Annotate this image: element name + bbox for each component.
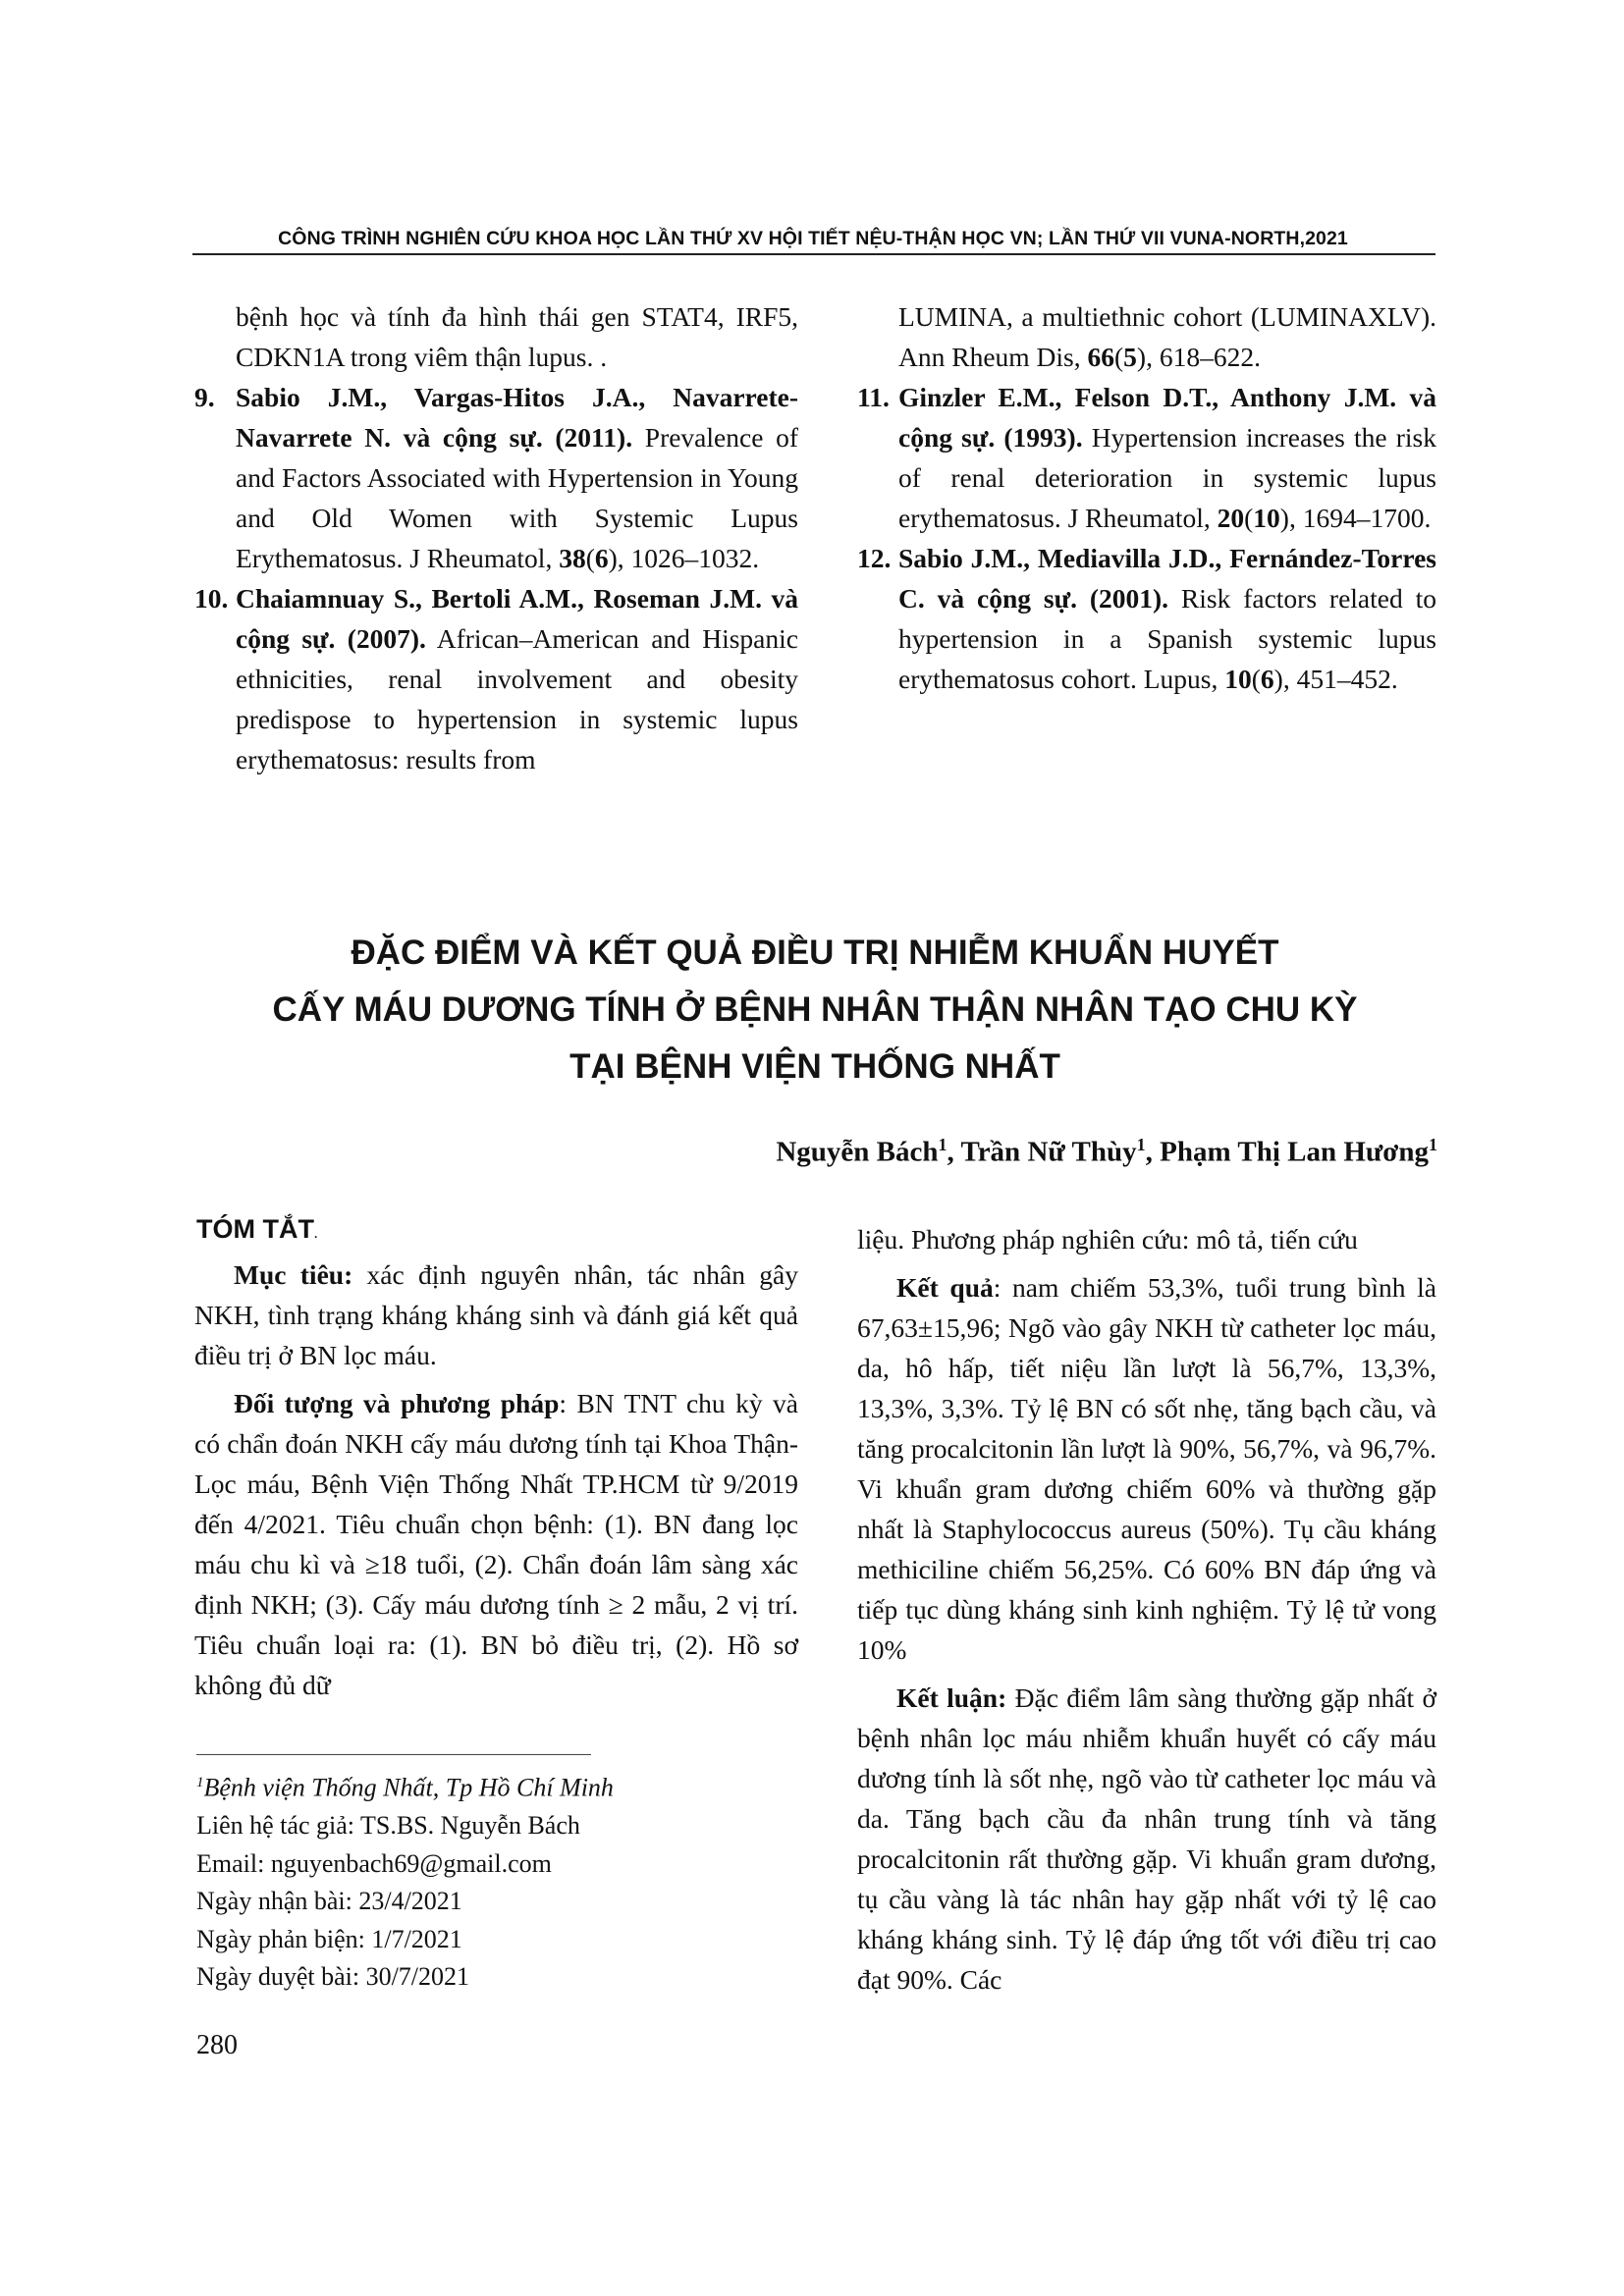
reference-item — [194, 578, 798, 779]
received-date: Ngày nhận bài: 23/4/2021 — [196, 1887, 462, 1916]
reference-authors: Chaiamnuay S., Bertoli A.M., Roseman J.M. và cộng sự. (2007). — [236, 583, 798, 654]
footnote-rule — [196, 1754, 591, 1755]
reviewed-date: Ngày phản biện: 1/7/2021 — [196, 1924, 462, 1953]
abstract-right-column — [857, 1219, 1436, 2000]
author-email: Email: nguyenbach69@gmail.com — [196, 1848, 552, 1878]
reference-number: 9. — [194, 382, 215, 412]
accepted-date: Ngày duyệt bài: 30/7/2021 — [196, 1962, 470, 1992]
author-list: Nguyễn Bách$^1$, Trần Nữ Thùy$^1$, Phạm Thị Lan Hương$^1$ — [776, 1135, 1437, 1168]
abstract-left-column — [194, 1255, 798, 1705]
abstract-label: Đối tượng và phương pháp — [234, 1388, 560, 1418]
abstract-label: Kết luận: — [896, 1682, 1007, 1713]
reference-item: 12. Sabio J.M., Mediavilla J.D., Fernández-Torres C. và cộng sự. (2001). Risk factors related to hypertension in a Spanish systemic lupus erythematosus cohort. Lupus, 10(6), 451–452. — [857, 538, 1436, 699]
abstract-objective: Mục tiêu: xác định nguyên nhân, tác nhân gây NKH, tình trạng kháng kháng sinh và đánh giá kết quả điều trị ở BN lọc máu. — [194, 1259, 798, 1370]
references-left-column — [194, 296, 798, 779]
article-title-line: CẤY MÁU DƯƠNG TÍNH Ở BỆNH NHÂN THẬN NHÂN TẠO CHU KỲ — [272, 990, 1358, 1029]
author-name: Trần Nữ Thùy — [960, 1136, 1137, 1168]
reference-authors: Ginzler E.M., Felson D.T., Anthony J.M. và cộng sự. (1993). — [898, 382, 1436, 453]
reference-volume: 20 — [1217, 503, 1245, 533]
running-header: CÔNG TRÌNH NGHIÊN CỨU KHOA HỌC LẦN THỨ XV HỘI TIẾT NỆU-THẬN HỌC VN; LẦN THỨ VII VUNA-NORTH,2021 — [278, 228, 1348, 249]
reference-issue: 10 — [1253, 503, 1280, 533]
reference-item: 9. Sabio J.M., Vargas-Hitos J.A., Navarrete-Navarrete N. và cộng sự. (2011). Prevalence of and Factors Associated with Hypertension in Young and Old Women with Systemic Lupus Erythematosus. J Rheumatol, 38(6), 1026–1032. — [194, 377, 798, 578]
abstract-label: Kết quả — [896, 1272, 994, 1303]
reference-volume: 66 — [1087, 342, 1114, 372]
article-title — [196, 925, 1434, 1095]
reference-number: 10. — [194, 583, 229, 614]
author-affiliation-mark: 1 — [938, 1135, 947, 1154]
reference-pages: ), 451–452. — [1273, 664, 1398, 694]
reference-volume: 38 — [559, 543, 586, 573]
author-name: Nguyễn Bách — [776, 1136, 939, 1168]
author-name: Phạm Thị Lan Hương — [1160, 1136, 1429, 1168]
author-affiliation-mark: 1 — [1429, 1135, 1437, 1154]
reference-pages: ), 1026–1032. — [608, 543, 760, 573]
corresponding-author: Liên hệ tác giả: TS.BS. Nguyễn Bách — [196, 1811, 580, 1841]
reference-issue: 5 — [1123, 342, 1137, 372]
reference-item: 11. Ginzler E.M., Felson D.T., Anthony J.M. và cộng sự. (1993). Hypertension increases the risk of renal deterioration in systemic lupus erythematosus. J Rheumatol, 20(10), 1694–1700. — [857, 377, 1436, 538]
references-right-column — [857, 296, 1436, 699]
reference-pages: ), 618–622. — [1136, 342, 1261, 372]
abstract-methods: Đối tượng và phương pháp: BN TNT chu kỳ và có chẩn đoán NKH cấy máu dương tính tại Khoa Thận-Lọc máu, Bệnh Viện Thống Nhất TP.HCM từ 9/2019 đến 4/2021. Tiêu chuẩn chọn bệnh: (1). BN đang lọc máu chu kì và ≥18 tuổi, (2). Chẩn đoán lâm sàng xác định NKH; (3). Cấy máu dương tính ≥ 2 mẫu, 2 vị trí. Tiêu chuẩn loại ra: (1). BN bỏ điều trị, (2). Hồ sơ không đủ dữ — [194, 1388, 798, 1700]
page-number: 280 — [196, 2030, 238, 2060]
abstract-methods-continuation: liệu. Phương pháp nghiên cứu: mô tả, tiến cứu — [857, 1224, 1358, 1255]
abstract-label: Mục tiêu: — [234, 1259, 353, 1290]
reference-number: 11. — [857, 382, 890, 412]
reference-authors: Sabio J.M., Vargas-Hitos J.A., Navarrete-Navarrete N. và cộng sự. (2011). — [236, 382, 798, 453]
reference-text: Risk factors related to hypertension in a Spanish systemic lupus erythematosus cohort. Lupus, — [898, 583, 1436, 694]
reference-issue: 6 — [594, 543, 609, 573]
article-title-line: ĐẶC ĐIỂM VÀ KẾT QUẢ ĐIỀU TRỊ NHIỄM KHUẨN HUYẾT — [351, 934, 1279, 972]
reference-continuation: LUMINA, a multiethnic cohort (LUMINAXLV). Ann Rheum Dis, 66(5), 618–622. — [898, 301, 1436, 372]
footnote-affiliation: $^1$Bệnh viện Thống Nhất, Tp Hồ Chí Minh — [196, 1773, 614, 1802]
abstract-results: Kết quả: nam chiếm 53,3%, tuổi trung bình là 67,63±15,96; Ngõ vào gây NKH từ catheter lọc máu, da, hô hấp, tiết niệu lần lượt là 56,7%, 13,3%, 13,3%, 3,3%. Tỷ lệ BN có sốt nhẹ, tăng bạch cầu, và tăng procalcitonin lần lượt là 90%, 56,7%, và 96,7%. Vi khuẩn gram dương chiếm 60% và thường gặp nhất là Staphylococcus aureus (50%). Tụ cầu kháng methiciline chiếm 56,25%. Có 60% BN đáp ứng và tiếp tục dùng kháng sinh kinh nghiệm. Tỷ lệ tử vong 10% — [857, 1272, 1436, 1665]
header-rule — [192, 253, 1435, 255]
reference-text: African–American and Hispanic ethnicities, renal involvement and obesity predispose to hypertension in systemic lupus erythematosus: results from — [236, 623, 798, 774]
footnote — [196, 1764, 614, 1997]
author-affiliation-mark: 1 — [1136, 1135, 1146, 1154]
reference-text: Prevalence of and Factors Associated with Hypertension in Young and Old Women with Systemic Lupus Erythematosus. J Rheumatol, — [236, 422, 799, 573]
reference-volume: 10 — [1224, 664, 1252, 694]
abstract-heading: TÓM TẮT. — [196, 1214, 318, 1244]
reference-authors: Sabio J.M., Mediavilla J.D., Fernández-Torres C. và cộng sự. (2001). — [898, 543, 1436, 614]
reference-text: bệnh học và tính đa hình thái gen STAT4, IRF5, CDKN1A trong viêm thận lupus. . — [236, 301, 798, 372]
abstract-conclusion: Kết luận: Đặc điểm lâm sàng thường gặp nhất ở bệnh nhân lọc máu nhiễm khuẩn huyết có cấy máu dương tính là sốt nhẹ, ngõ vào từ catheter lọc máu và da. Tăng bạch cầu đa nhân trung tính và tăng procalcitonin rất thường gặp. Vi khuẩn gram dương, tụ cầu vàng là tác nhân hay gặp nhất với tỷ lệ cao kháng kháng sinh. Tỷ lệ đáp ứng tốt với điều trị cao đạt 90%. Các — [857, 1682, 1437, 1995]
reference-text: LUMINA, a multiethnic cohort (LUMINAXLV). Ann Rheum Dis, — [898, 301, 1436, 372]
reference-pages: ), 1694–1700. — [1279, 503, 1432, 533]
article-title-line: TẠI BỆNH VIỆN THỐNG NHẤT — [569, 1047, 1060, 1086]
reference-number: 12. — [857, 543, 892, 573]
reference-continuation — [194, 296, 798, 377]
reference-issue: 6 — [1260, 664, 1274, 694]
reference-text: Hypertension increases the risk of renal deterioration in systemic lupus erythematosus. J Rheumatol, — [898, 422, 1436, 533]
